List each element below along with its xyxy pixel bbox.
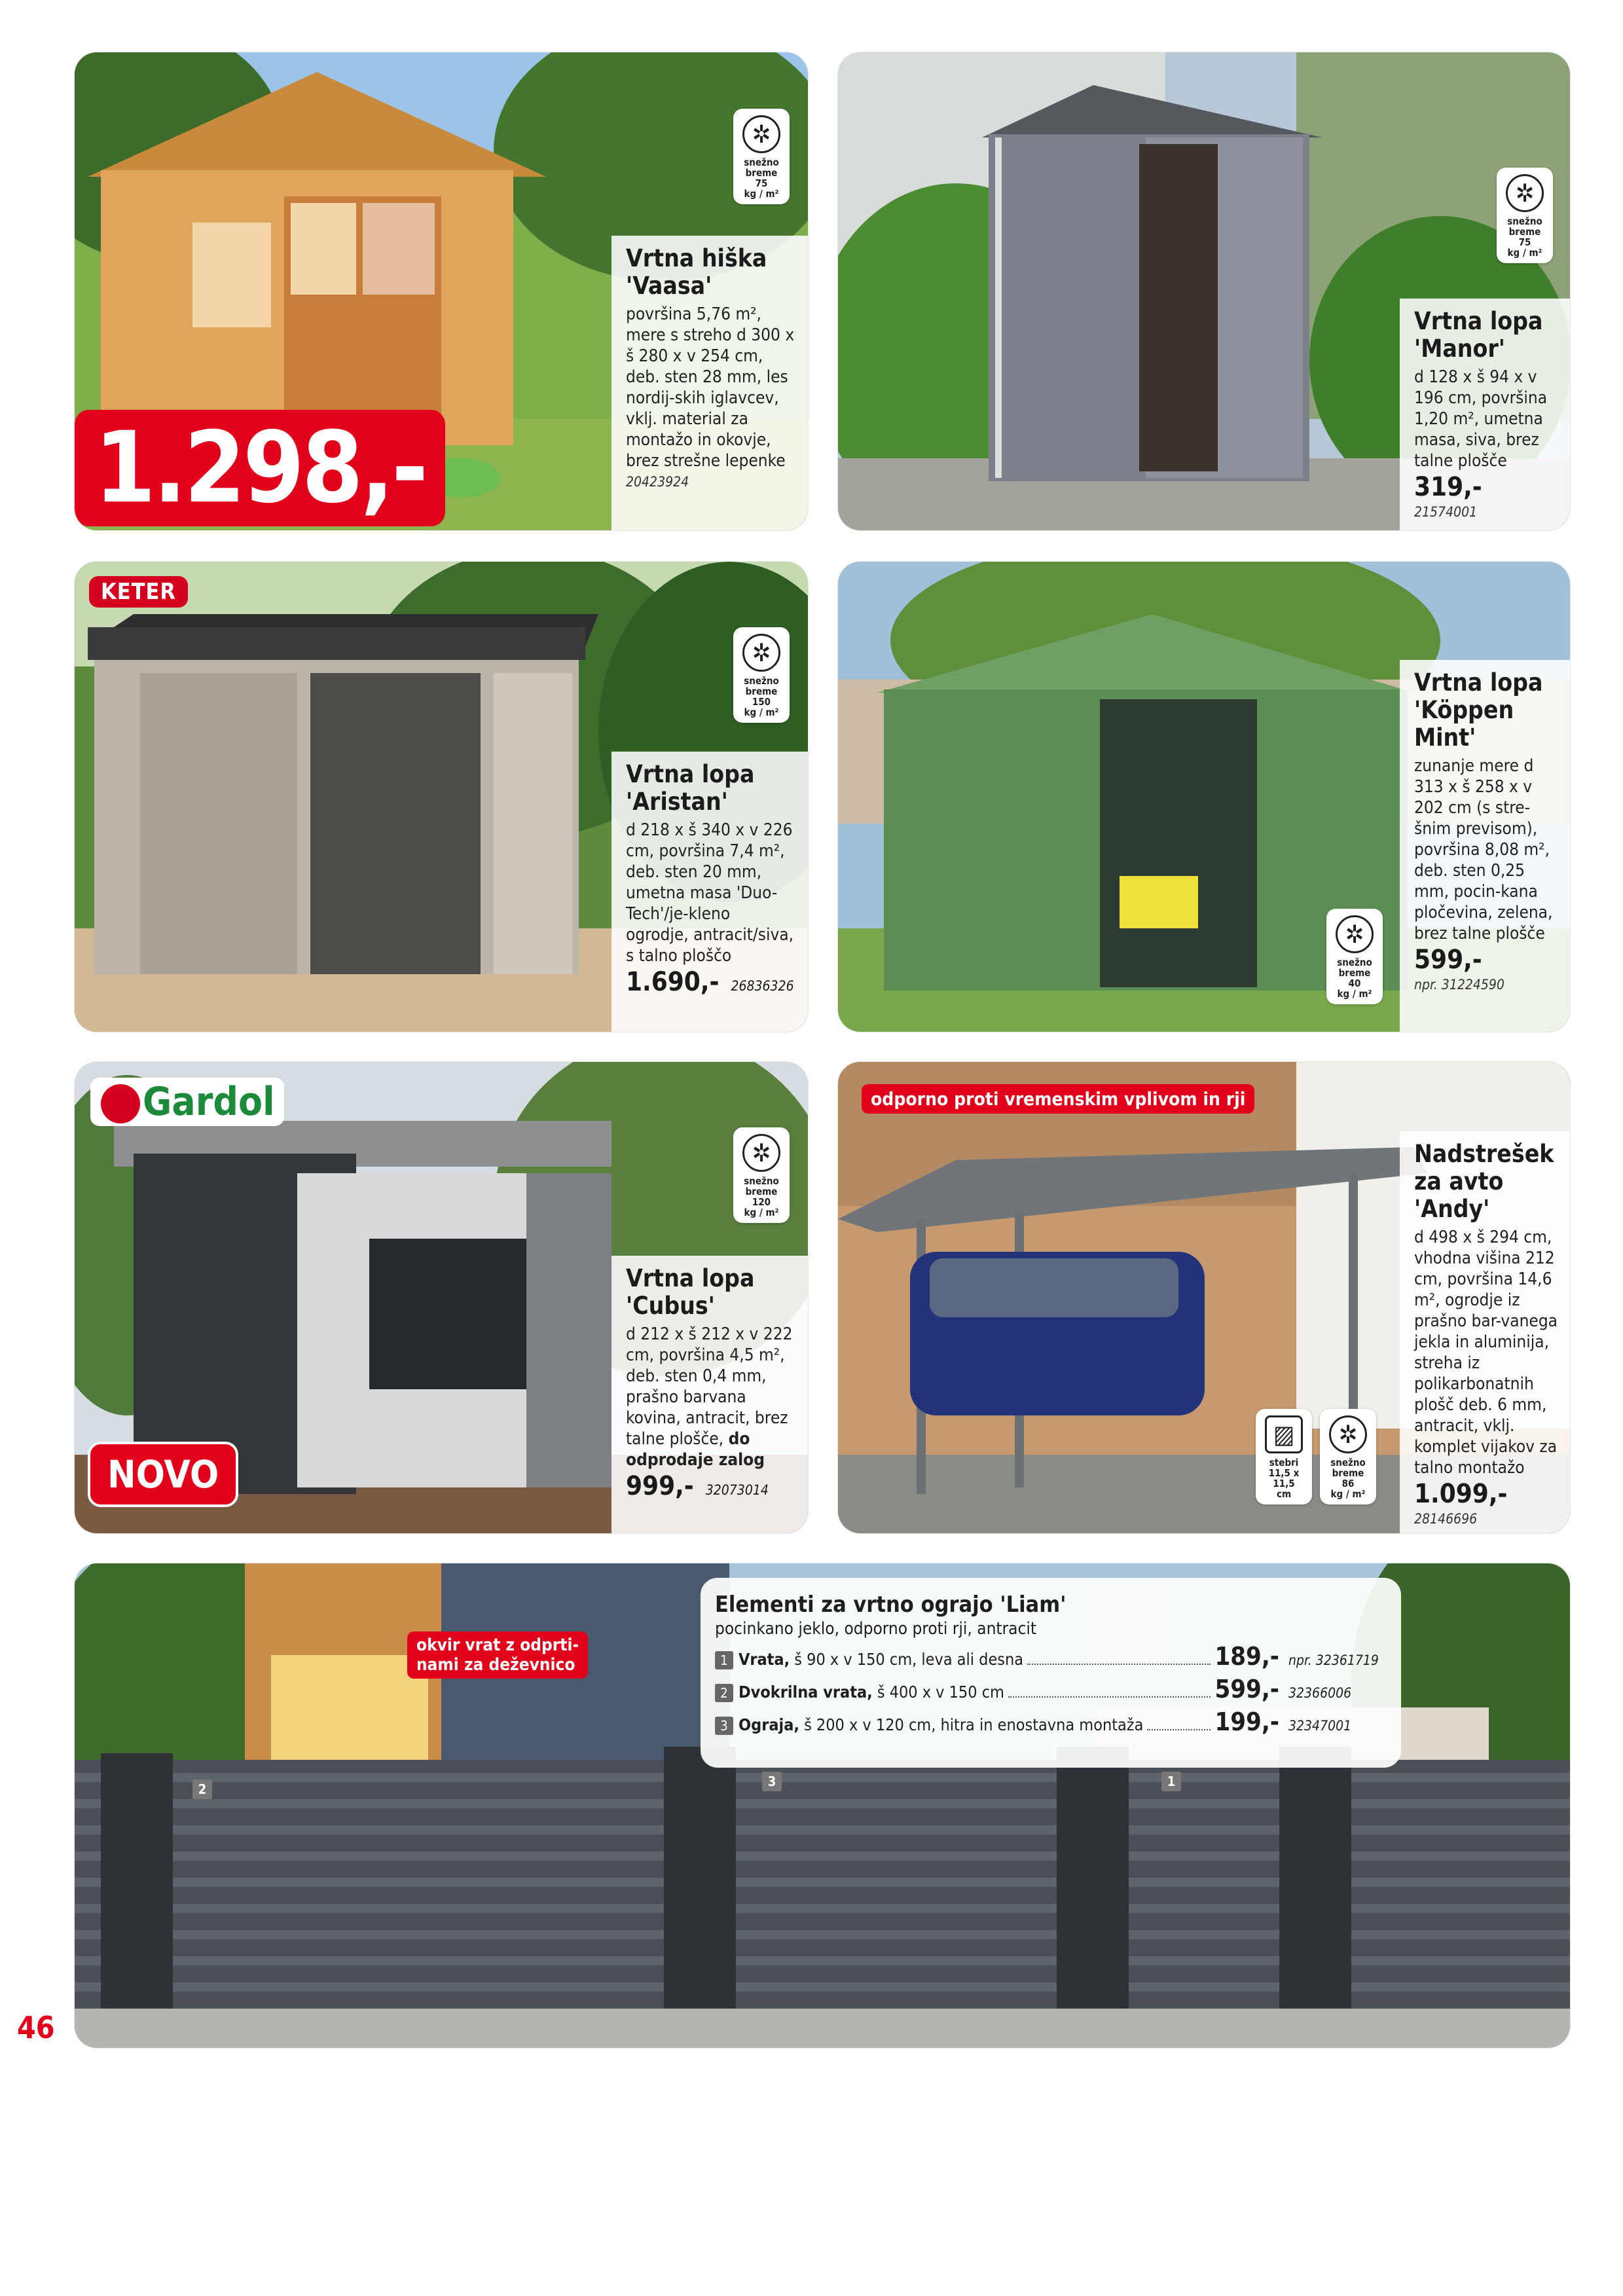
product-code: 28146696 (1414, 1511, 1478, 1527)
item-description: š 400 x v 150 cm (872, 1683, 1004, 1702)
product-description: d 128 x š 94 x v 196 cm, površina 1,20 m², umetna masa, siva, brez talne plošče (1414, 367, 1548, 471)
snow-load-badge: ✲ snežno breme 75 kg / m² (1497, 168, 1553, 263)
product-card-liam-fence[interactable] (75, 1563, 1570, 2048)
product-title: Vrtna lopa 'Cubus' (626, 1264, 755, 1320)
item-name: Ograja, (739, 1715, 799, 1734)
product-title: Vrtna lopa 'Manor' (1414, 307, 1543, 363)
product-description: d 218 x š 340 x v 226 cm, površina 7,4 m², deb. sten 20 mm, umetna masa 'Duo-Tech'/je-kleno ogrodje, antracit/siva, s talno ploščo (626, 820, 794, 966)
product-card-andy[interactable] (838, 1062, 1570, 1533)
product-info-cubus (611, 1256, 808, 1533)
product-price: 1.099,- (1414, 1479, 1508, 1509)
product-title: Vrtna lopa 'Köppen Mint' (1414, 668, 1543, 752)
fence-marker: 1 (1161, 1772, 1181, 1791)
fence-info-panel (701, 1578, 1401, 1768)
dotted-leader (1147, 1729, 1211, 1730)
product-code: 20423924 (626, 474, 689, 490)
brand-logo-gardol (90, 1078, 284, 1126)
product-info-manor (1400, 299, 1570, 530)
brand-logo-keter: KETER (89, 576, 188, 608)
snowflake-icon: ✲ (1506, 174, 1544, 212)
product-info-andy (1400, 1131, 1570, 1533)
product-code: 26836326 (731, 978, 794, 994)
big-price-tag: 1.298,- (75, 410, 445, 526)
product-card-koppen[interactable] (838, 562, 1570, 1032)
product-card-cubus[interactable] (75, 1062, 808, 1533)
product-price (626, 1472, 796, 1504)
product-price: 599,- (1414, 945, 1482, 975)
product-title: Nadstrešek za avto 'Andy' (1414, 1140, 1554, 1223)
product-price: 319,- (1414, 472, 1482, 502)
fence-marker: 3 (762, 1772, 782, 1791)
page-number: 46 (17, 2010, 55, 2045)
snow-load-badge: ✲ snežno breme 120 kg / m² (733, 1127, 790, 1223)
product-description: d 212 x š 212 x v 222 cm, površina 4,5 m², deb. sten 0,4 mm, prašno barvana kovina, antracit, brez talne plošče, do odprodaje zalog (626, 1324, 793, 1470)
dotted-leader (1008, 1696, 1211, 1698)
pillar-size-badge: ▨ stebri 11,5 x 11,5 cm (1256, 1409, 1312, 1504)
item-description: š 90 x v 150 cm, leva ali desna (790, 1650, 1024, 1669)
snowflake-icon: ✲ (742, 1134, 780, 1172)
product-card-aristan[interactable] (75, 562, 808, 1032)
product-code: 32073014 (705, 1482, 769, 1498)
snow-load-badge: ✲ snežno breme 86 kg / m² (1320, 1409, 1376, 1504)
item-price: 199,- (1214, 1707, 1279, 1736)
product-title: Vrtna hiška 'Vaasa' (626, 244, 767, 300)
fence-item-row (715, 1707, 1387, 1740)
snow-load-badge: ✲ snežno breme 40 kg / m² (1326, 909, 1383, 1004)
price-value: 1.690,- (626, 967, 720, 997)
item-number: 3 (715, 1717, 733, 1735)
fence-title: Elementi za vrtno ograjo 'Liam' (715, 1592, 1067, 1618)
item-code: npr. 32361719 (1288, 1652, 1379, 1668)
product-description: zunanje mere d 313 x š 258 x v 202 cm (s stre-šnim previsom), površina 8,08 m², deb. sten 0,25 mm, pocin-kana pločevina, zelena, brez talne plošče (1414, 756, 1553, 943)
gardol-logo-icon (101, 1084, 140, 1123)
item-code: 32366006 (1288, 1685, 1352, 1701)
pillar-icon: ▨ (1265, 1415, 1303, 1453)
dotted-leader (1027, 1664, 1211, 1665)
item-name: Vrata, (739, 1650, 790, 1669)
rain-drainage-tag: okvir vrat z odprti- nami za deževnico (407, 1631, 588, 1679)
item-number: 1 (715, 1651, 733, 1669)
clearance-note: do odprodaje zalog (626, 1429, 765, 1470)
item-price: 599,- (1214, 1675, 1279, 1704)
item-description: š 200 x v 120 cm, hitra in enostavna montaža (799, 1715, 1144, 1734)
snow-load-badge: ✲ snežno breme 150 kg / m² (733, 627, 790, 723)
snowflake-icon: ✲ (1329, 1415, 1367, 1453)
product-description: d 498 x š 294 cm, vhodna višina 212 cm, površina 14,6 m², ogrodje iz prašno bar-vanega jekla in aluminija, streha iz polikarbonatnih plošč deb. 6 mm, antracit, vklj. komplet vijakov za talno montažo (1414, 1228, 1558, 1478)
product-description: površina 5,76 m², mere s streho d 300 x š 280 x v 254 cm, deb. sten 28 mm, les nordij-skih iglavcev, vklj. material za montažo in okovje, brez strešne lepenke (626, 304, 795, 471)
item-name: Dvokrilna vrata, (739, 1683, 873, 1702)
product-info-vaasa (611, 236, 808, 530)
weather-resistant-tag: odporno proti vremenskim vplivom in rji (862, 1084, 1254, 1114)
product-code: npr. 31224590 (1414, 977, 1504, 993)
fence-marker: 2 (192, 1779, 212, 1799)
snowflake-icon: ✲ (742, 115, 780, 153)
product-info-koppen (1400, 660, 1570, 1032)
product-info-aristan (611, 752, 808, 1032)
brand-name: Gardol (143, 1079, 275, 1125)
price-value: 999,- (626, 1471, 694, 1501)
item-price: 189,- (1214, 1642, 1279, 1671)
snow-load-badge: ✲ snežno breme 75 kg / m² (733, 109, 790, 204)
item-code: 32347001 (1288, 1718, 1352, 1734)
snowflake-icon: ✲ (1336, 915, 1374, 953)
fence-item-row (715, 1642, 1387, 1675)
product-card-manor[interactable] (838, 52, 1570, 530)
product-price (626, 968, 796, 1000)
product-code: 21574001 (1414, 504, 1478, 520)
product-card-vaasa[interactable] (75, 52, 808, 530)
snowflake-icon: ✲ (742, 634, 780, 672)
fence-item-row (715, 1675, 1387, 1707)
product-title: Vrtna lopa 'Aristan' (626, 760, 755, 816)
new-badge: NOVO (88, 1442, 238, 1507)
item-number: 2 (715, 1684, 733, 1702)
fence-subtitle: pocinkano jeklo, odporno proti rji, antracit (715, 1619, 1037, 1639)
